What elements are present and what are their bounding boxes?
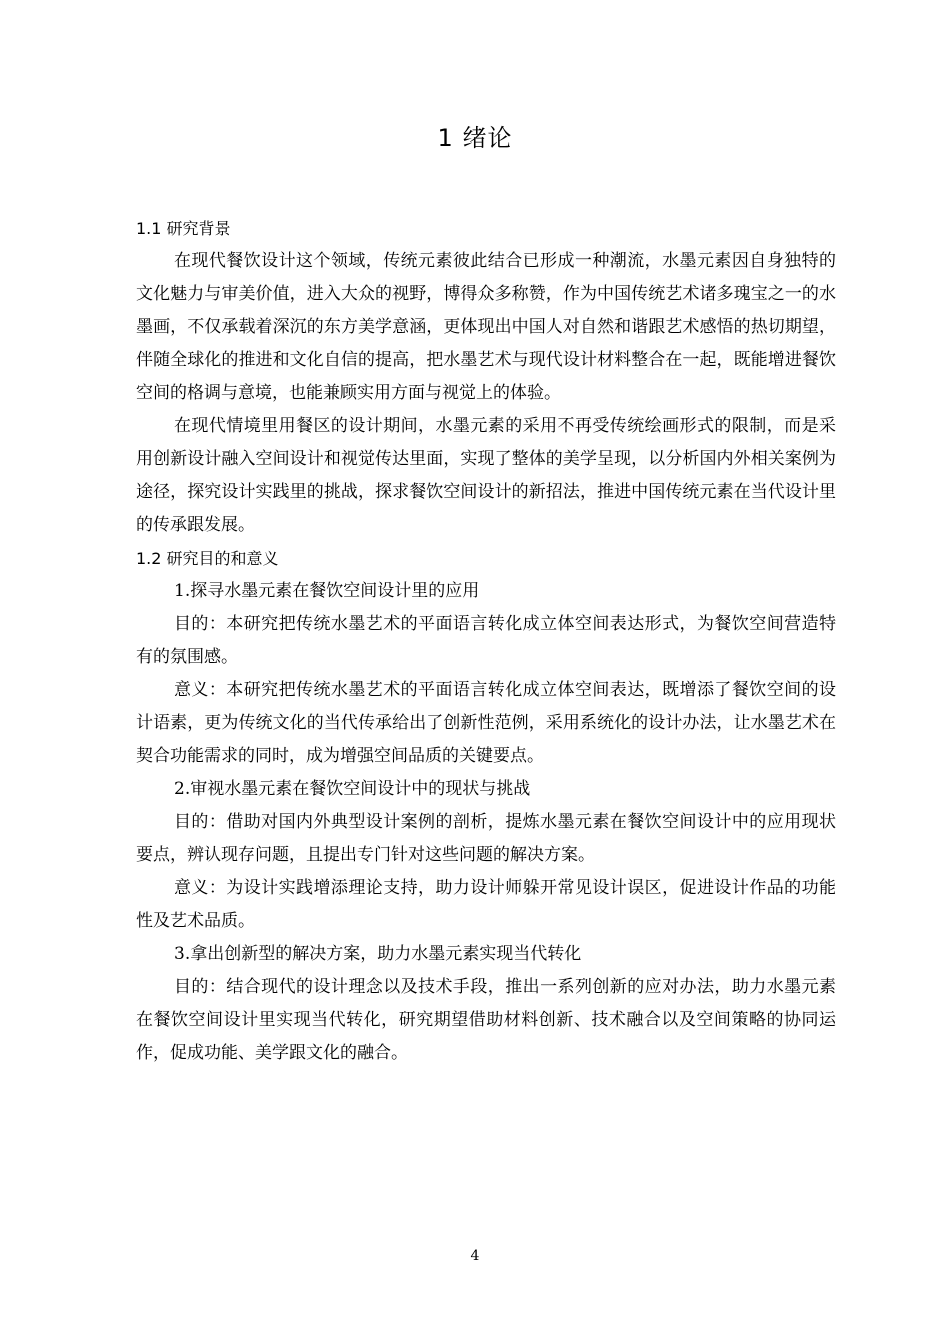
background-paragraph-2: 在现代情境里用餐区的设计期间，水墨元素的采用不再受传统绘画形式的限制，而是采用创新设计融入空间设计和视觉传达里面，实现了整体的美学呈现，以分析国内外相关案例为途径，探究设计实践里的挑战，探求餐饮空间设计的新招法，推进中国传统元素在当代设计里的传承跟发展。 (136, 416, 836, 535)
purpose-item-1-meaning: 意义：本研究把传统水墨艺术的平面语言转化成立体空间表达，既增添了餐饮空间的设计语素，更为传统文化的当代传承给出了创新性范例，采用系统化的设计办法，让水墨艺术在契合功能需求的同时，成为增强空间品质的关键要点。 (136, 680, 836, 766)
purpose-item-1-goal: 目的：本研究把传统水墨艺术的平面语言转化成立体空间表达形式，为餐饮空间营造特有的氛围感。 (136, 614, 836, 667)
purpose-item-3-goal: 目的：结合现代的设计理念以及技术手段，推出一系列创新的应对办法，助力水墨元素在餐饮空间设计里实现当代转化，研究期望借助材料创新、技术融合以及空间策略的协同运作，促成功能、美学跟文化的融合。 (136, 977, 836, 1063)
section-heading-purpose: 1.2 研究目的和意义 (136, 549, 279, 568)
background-paragraph-1: 在现代餐饮设计这个领域，传统元素彼此结合已形成一种潮流，水墨元素因自身独特的文化魅力与审美价值，进入大众的视野，博得众多称赞，作为中国传统艺术诸多瑰宝之一的水墨画，不仅承载着深沉的东方美学意涵，更体现出中国人对自然和谐跟艺术感悟的热切期望，伴随全球化的推进和文化自信的提高，把水墨艺术与现代设计材料整合在一起，既能增进餐饮空间的格调与意境，也能兼顾实用方面与视觉上的体验。 (136, 251, 836, 403)
page-number: 4 (470, 1248, 480, 1264)
purpose-item-1-title: 1.探寻水墨元素在餐饮空间设计里的应用 (174, 581, 480, 601)
chapter-title: 1 绪论 (437, 124, 513, 152)
purpose-item-2-title: 2.审视水墨元素在餐饮空间设计中的现状与挑战 (174, 779, 531, 799)
body-content (136, 212, 836, 1070)
purpose-item-2-meaning: 意义：为设计实践增添理论支持，助力设计师躲开常见设计误区，促进设计作品的功能性及艺术品质。 (136, 878, 836, 931)
purpose-item-3-title: 3.拿出创新型的解决方案，助力水墨元素实现当代转化 (174, 944, 582, 964)
purpose-item-2-goal: 目的：借助对国内外典型设计案例的剖析，提炼水墨元素在餐饮空间设计中的应用现状要点，辨认现存问题，且提出专门针对这些问题的解决方案。 (136, 812, 836, 865)
section-heading-background: 1.1 研究背景 (136, 219, 231, 238)
